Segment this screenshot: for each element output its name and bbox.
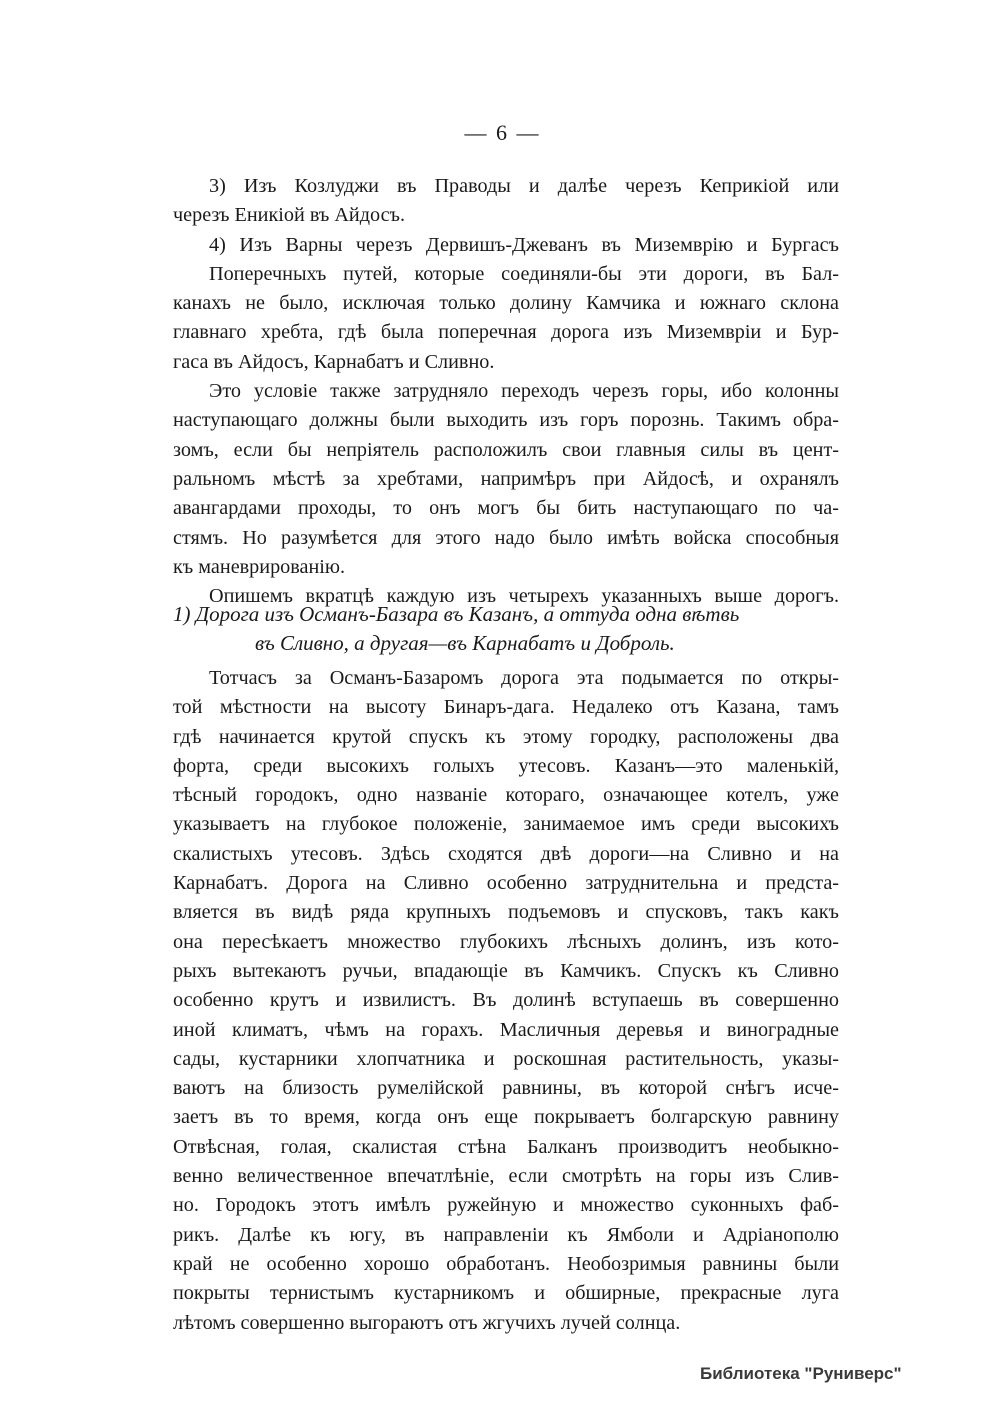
text-line: Опишемъ вкратцѣ каждую изъ четырехъ указанныхъ выше дорогъ. <box>209 585 839 608</box>
text-line: тѣсный городокъ, одно названіе котораго, означающее котелъ, уже <box>173 784 839 807</box>
text-line: особенно крутъ и извилистъ. Въ долинѣ вступаешь въ совершенно <box>173 989 839 1012</box>
text-line: край не особенно хорошо обработанъ. Необозримыя равнины были <box>173 1252 839 1275</box>
library-watermark: Библиотека "Руниверс" <box>700 1364 902 1383</box>
text-line: вляется въ видѣ ряда крупныхъ подъемовъ и спусковъ, такъ какъ <box>173 901 839 924</box>
text-line: Это условіе также затрудняло переходъ черезъ горы, ибо колонны <box>209 380 839 403</box>
text-line: венно величественное впечатлѣніе, если смотрѣть на горы изъ Слив- <box>173 1165 839 1188</box>
page-number: — 6 — <box>464 120 541 145</box>
text-line: лѣтомъ совершенно выгораютъ отъ жгучихъ лучей солнца. <box>173 1311 681 1334</box>
text-line: зомъ, если бы непріятель расположилъ свои главныя силы въ цент- <box>173 438 839 461</box>
text-line: ральномъ мѣстѣ за хребтами, напримѣръ при Айдосѣ, и охранялъ <box>173 467 839 490</box>
text-line: главнаго хребта, гдѣ была поперечная дорога изъ Миземвріи и Бур- <box>173 321 839 344</box>
text-line: она пересѣкаетъ множество глубокихъ лѣсныхъ долинъ, изъ кото- <box>173 930 839 953</box>
text-line: рыхъ вытекаютъ ручьи, впадающіе въ Камчикъ. Спускъ къ Сливно <box>173 959 839 982</box>
text-line: рикъ. Далѣе къ югу, въ направленіи къ Ямболи и Адріанополю <box>173 1223 839 1246</box>
text-line: иной климатъ, чѣмъ на горахъ. Масличныя деревья и виноградные <box>173 1018 839 1041</box>
text-line: но. Городокъ этотъ имѣлъ ружейную и множество суконныхъ фаб- <box>173 1194 839 1217</box>
text-line: гаса въ Айдосъ, Карнабатъ и Сливно. <box>173 350 495 373</box>
text-line: той мѣстности на высоту Бинаръ-дага. Недалеко отъ Казана, тамъ <box>173 696 839 719</box>
text-line: ваютъ на близость румелійской равнины, въ которой снѣгъ исче- <box>173 1077 839 1100</box>
text-line: заетъ въ то время, когда онъ еще покрываетъ болгарскую равнину <box>173 1106 839 1129</box>
text-line: Поперечныхъ путей, которые соединяли-бы эти дороги, въ Бал- <box>209 262 839 285</box>
text-line: наступающаго должны были выходить изъ горъ порознь. Такимъ обра- <box>173 409 839 432</box>
text-line: 3) Изъ Козлуджи въ Праводы и далѣе черезъ Кеприкіой или <box>209 175 839 197</box>
text-line: сады, кустарники хлопчатника и роскошная растительность, указы- <box>173 1047 839 1070</box>
text-line: 4) Изъ Варны черезъ Дервишъ-Джеванъ въ Миземврію и Бургасъ <box>209 233 839 256</box>
text-line: Тотчасъ за Османъ-Базаромъ дорога эта подымается по откры- <box>209 667 839 689</box>
text-line: покрыты тернистымъ кустарникомъ и обширные, прекрасные луга <box>173 1282 839 1305</box>
heading-line: 1) Дорога изъ Османъ-Базара въ Казанъ, а оттуда одна вѣтвь <box>173 602 740 626</box>
text-line: форта, среди высокихъ голыхъ утесовъ. Казанъ—это маленькій, <box>173 754 839 777</box>
text-line: указываетъ на глубокое положеніе, занимаемое имъ среди высокихъ <box>173 813 839 836</box>
text-line: скалистыхъ утесовъ. Здѣсь сходятся двѣ дороги—на Сливно и на <box>173 842 839 865</box>
text-block-road-description <box>173 664 839 1338</box>
text-line: авангардами проходы, то онъ могъ бы бить наступающаго по ча- <box>173 497 839 520</box>
section-heading <box>173 600 839 658</box>
text-line: гдѣ начинается крутой спускъ къ этому городку, расположены два <box>173 725 839 748</box>
text-line: къ маневрированію. <box>173 555 346 578</box>
text-line: Отвѣсная, голая, скалистая стѣна Балканъ производитъ необыкно- <box>173 1135 839 1158</box>
heading-line: въ Сливно, а другая—въ Карнабатъ и Доброль. <box>255 631 675 655</box>
text-line: стямъ. Но разумѣется для этого надо было имѣть войска способныя <box>173 526 839 549</box>
text-line: Карнабатъ. Дорога на Сливно особенно затруднительна и предста- <box>173 872 839 895</box>
text-line: канахъ не было, исключая только долину Камчика и южнаго склона <box>173 292 839 315</box>
text-line: черезъ Еникіой въ Айдосъ. <box>173 204 406 227</box>
text-block-routes <box>173 172 839 611</box>
